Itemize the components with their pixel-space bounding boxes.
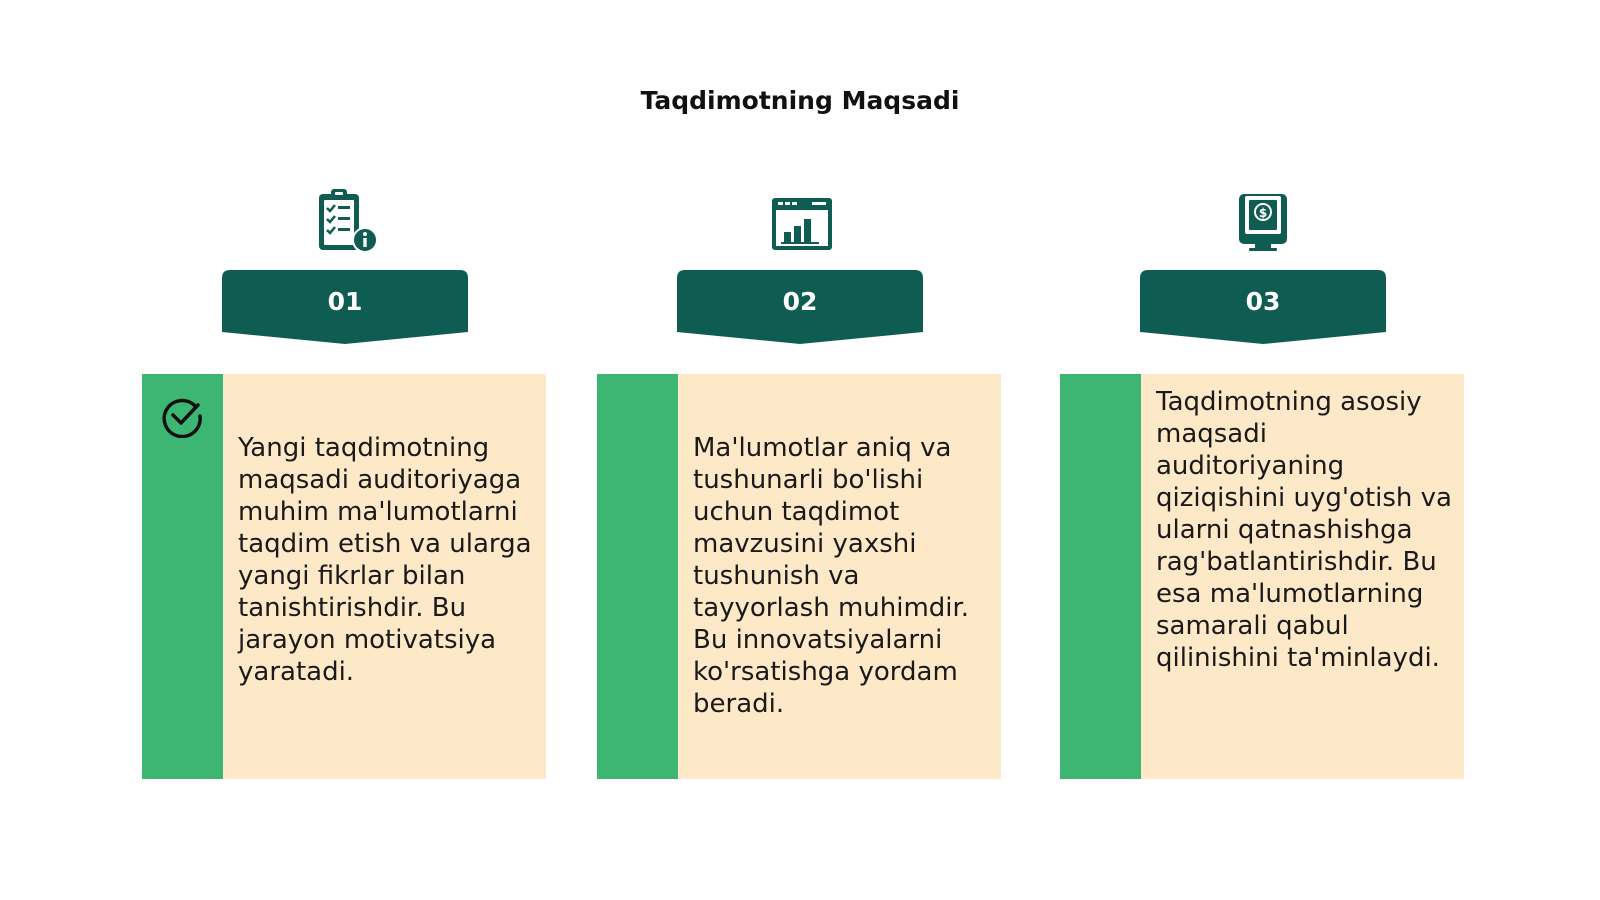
objective-card (597, 374, 1001, 779)
analytics-dashboard-icon (597, 188, 1007, 258)
step-badge-02 (677, 270, 923, 346)
check-circle-icon (160, 394, 204, 438)
objective-column-1 (142, 0, 552, 900)
objective-column-3 (1060, 0, 1470, 900)
slide-title: Taqdimotning Maqsadi (640, 86, 960, 115)
card-accent-bar (597, 374, 678, 779)
step-badge-01 (222, 270, 468, 346)
step-number: 02 (782, 287, 818, 316)
objective-text: Ma'lumotlar aniq va tushunarli bo'lishi uchun taqdimot mavzusini yaxshi tushunish va tayyorlash muhimdir. Bu innovatsiyalarni ko'rsatishga yordam beradi. (693, 433, 970, 719)
money-screen-icon (1060, 188, 1470, 258)
step-number: 01 (327, 287, 363, 316)
clipboard-checklist-info-icon (142, 188, 552, 258)
objective-column-2 (597, 0, 1007, 900)
card-accent-bar (142, 374, 223, 779)
objective-text: Yangi taqdimotning maqsadi auditoriyaga muhim ma'lumotlarni taqdim etish va ularga yangi fikrlar bilan tanishtirishdir. Bu jarayon motivatsiya yaratadi. (238, 433, 532, 687)
card-accent-bar (1060, 374, 1141, 779)
objective-text: Taqdimotning asosiy maqsadi auditoriyaning qiziqishini uyg'otish va ularni qatnashishga rag'batlantirishdir. Bu esa ma'lumotlarning samarali qabul qilinishini ta'minlaydi. (1156, 387, 1452, 673)
step-number: 03 (1245, 287, 1281, 316)
objective-card (142, 374, 546, 779)
objective-card (1060, 374, 1464, 779)
svg-text:$: $ (1258, 206, 1268, 220)
step-badge-03 (1140, 270, 1386, 346)
